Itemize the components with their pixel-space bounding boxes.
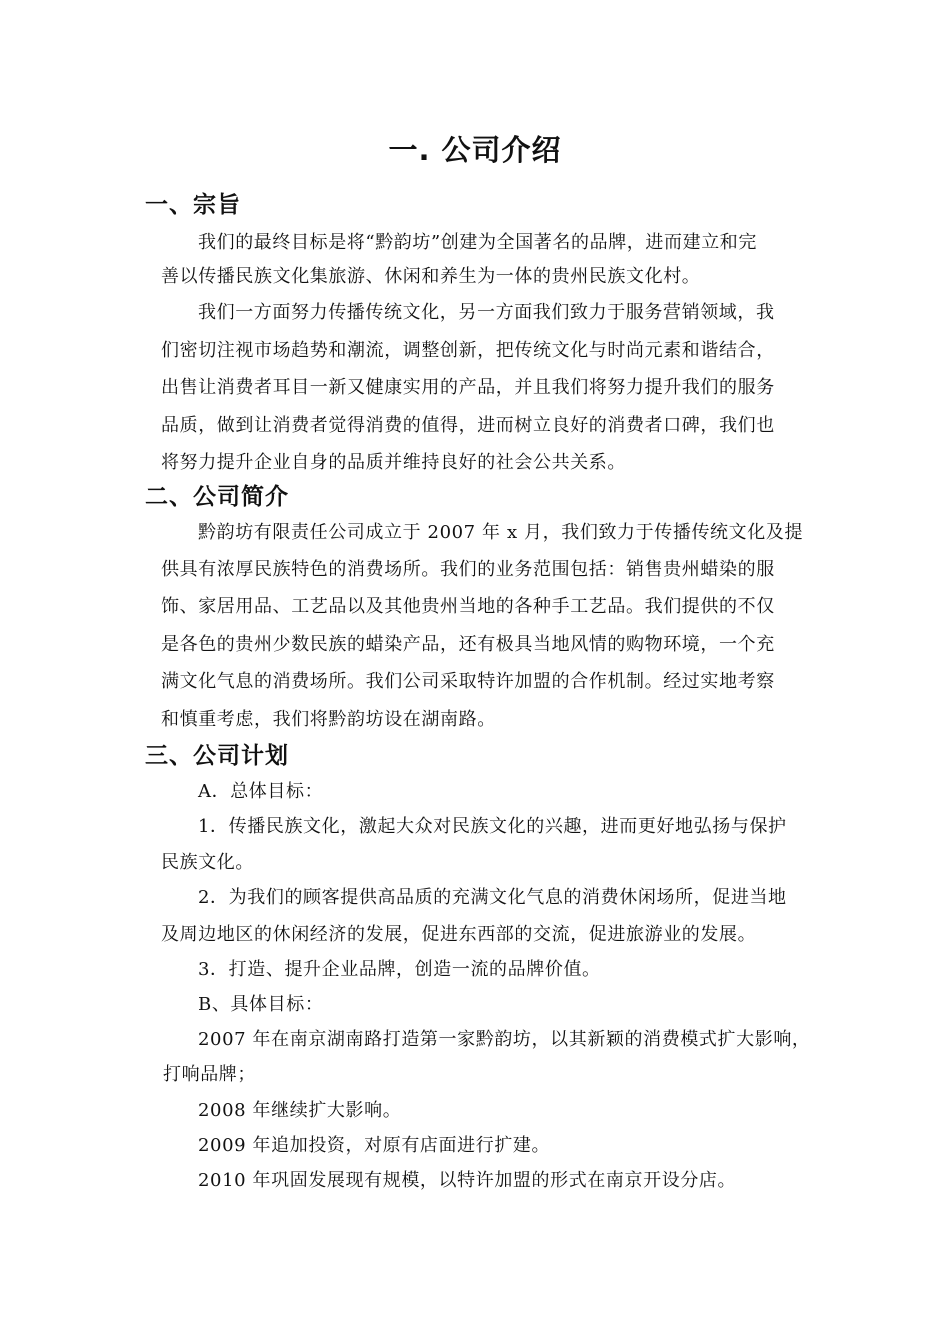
paragraph-line: 我们的最终目标是将“黔韵坊”创建为全国著名的品牌，进而建立和完 — [198, 232, 758, 253]
paragraph-line: 善以传播民族文化集旅游、休闲和养生为一体的贵州民族文化村。 — [161, 266, 701, 287]
paragraph-line: 们密切注视市场趋势和潮流，调整创新，把传统文化与时尚元素和谐结合， — [161, 340, 775, 361]
list-item: 2009 年追加投资，对原有店面进行扩建。 — [198, 1135, 551, 1156]
list-item-continued: 民族文化。 — [161, 852, 254, 873]
paragraph-line: 将努力提升企业自身的品质并维持良好的社会公共关系。 — [161, 452, 626, 473]
list-item-continued: 打响品牌； — [163, 1064, 256, 1085]
list-item: 2010 年巩固发展现有规模，以特许加盟的形式在南京开设分店。 — [198, 1170, 737, 1191]
paragraph-line: 是各色的贵州少数民族的蜡染产品，还有极具当地风情的购物环境，一个充 — [161, 634, 775, 655]
paragraph-line: 供具有浓厚民族特色的消费场所。我们的业务范围包括：销售贵州蜡染的服 — [161, 559, 775, 580]
list-item: 1．传播民族文化，激起大众对民族文化的兴趣，进而更好地弘扬与保护 — [198, 816, 787, 837]
list-item: 2．为我们的顾客提供高品质的充满文化气息的消费休闲场所，促进当地 — [198, 887, 787, 908]
list-item-continued: 及周边地区的休闲经济的发展，促进东西部的交流，促进旅游业的发展。 — [161, 924, 757, 945]
paragraph-line: 品质，做到让消费者觉得消费的值得，进而树立良好的消费者口碑，我们也 — [161, 415, 775, 436]
section-heading-profile: 二、公司简介 — [145, 484, 289, 510]
paragraph-line: 我们一方面努力传播传统文化，另一方面我们致力于服务营销领域，我 — [198, 302, 775, 323]
list-item: 2008 年继续扩大影响。 — [198, 1100, 402, 1121]
section-heading-purpose: 一、宗旨 — [145, 192, 241, 218]
paragraph-line: 饰、家居用品、工艺品以及其他贵州当地的各种手工艺品。我们提供的不仅 — [161, 596, 775, 617]
subheading-specific-goals: B、具体目标： — [198, 994, 324, 1015]
subheading-overall-goals: A．总体目标： — [198, 781, 324, 802]
paragraph-line: 和慎重考虑，我们将黔韵坊设在湖南路。 — [161, 709, 496, 730]
page-title: 一. 公司介绍 — [388, 133, 562, 167]
list-item: 2007 年在南京湖南路打造第一家黔韵坊，以其新颖的消费模式扩大影响， — [198, 1029, 811, 1050]
section-heading-plan: 三、公司计划 — [145, 743, 289, 769]
paragraph-line: 满文化气息的消费场所。我们公司采取特许加盟的合作机制。经过实地考察 — [161, 671, 775, 692]
paragraph-line: 出售让消费者耳目一新又健康实用的产品，并且我们将努力提升我们的服务 — [161, 377, 775, 398]
list-item: 3．打造、提升企业品牌，创造一流的品牌价值。 — [198, 959, 601, 980]
paragraph-line: 黔韵坊有限责任公司成立于 2007 年 x 月，我们致力于传播传统文化及提 — [198, 522, 804, 543]
